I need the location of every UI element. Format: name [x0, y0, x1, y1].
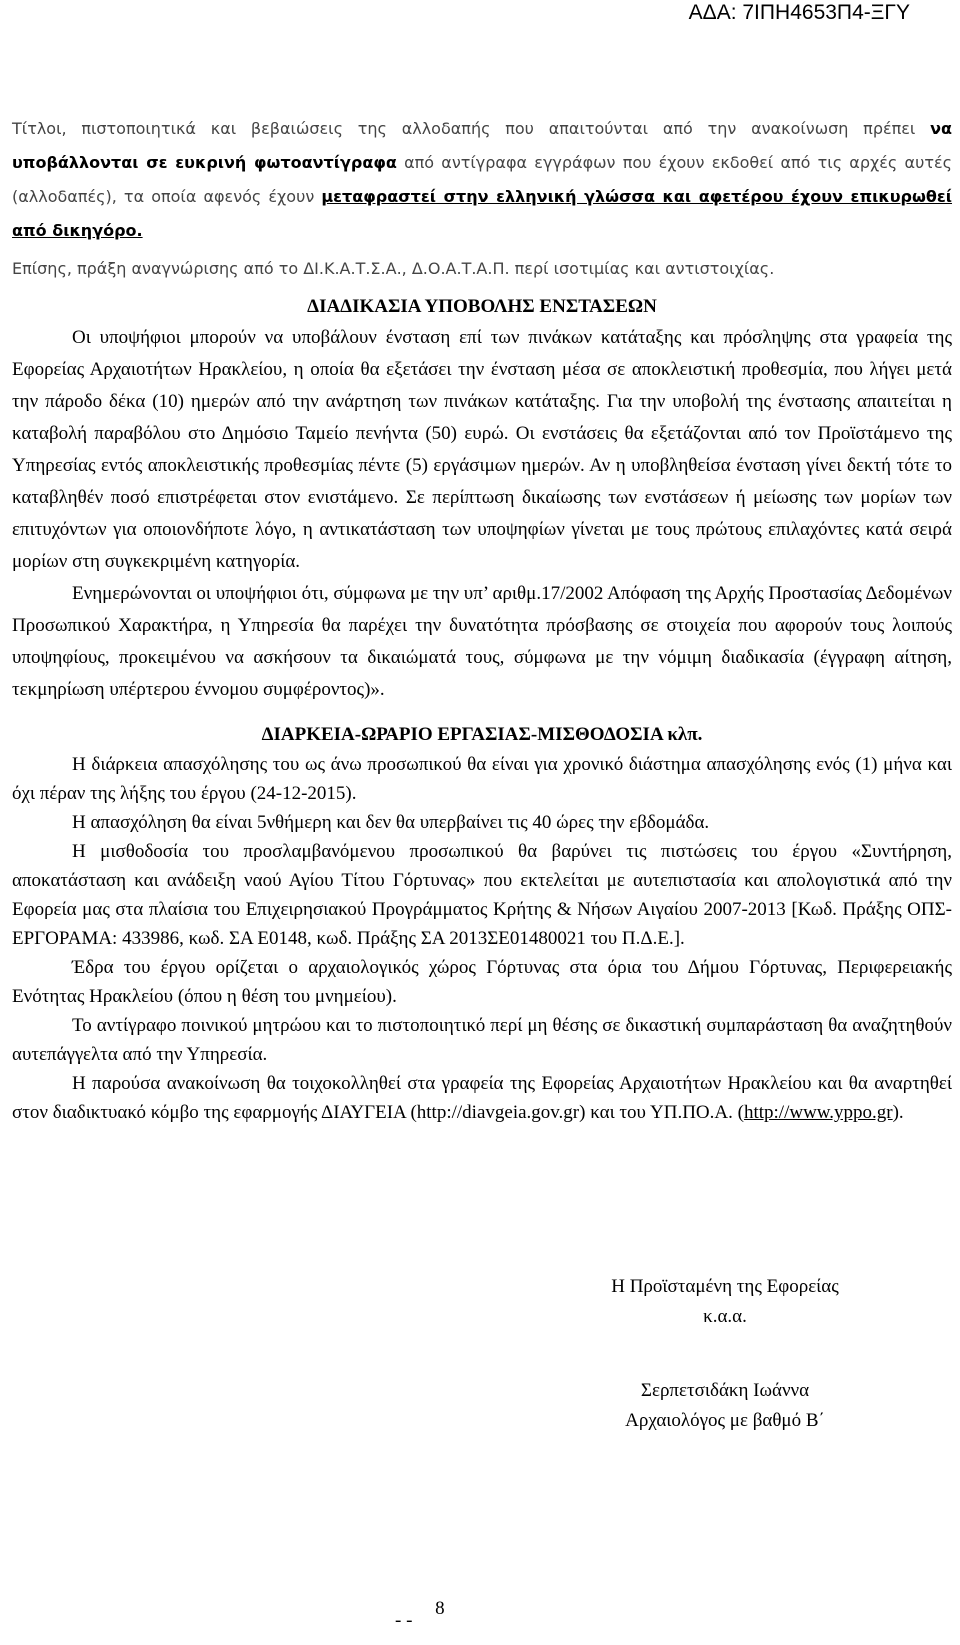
- footer-dashes: - -: [395, 1610, 413, 1631]
- ada-code: ΑΔΑ: 7ΙΠΗ4653Π4-ΞΓΥ: [688, 1, 910, 24]
- announcement-text-end: ).: [892, 1102, 904, 1123]
- intro-text-c: από αντίγραφα εγγράφων που έχουν εκδοθεί από τις αρχές αυτές (αλλοδαπές), τα οποία αφενός έχουν: [12, 153, 952, 206]
- duration-paragraph-1: Η διάρκεια απασχόλησης του ως άνω προσωπικού θα είναι για χρονικό διάστημα απασχόλησης ενός (1) μήνα και όχι πέραν της λήξης του έργου (24-12-2015).: [12, 754, 952, 804]
- intro-bold-text: να υποβάλλονται σε ευκρινή φωτοαντίγραφα: [12, 119, 952, 172]
- duration-paragraph-6: [12, 1069, 952, 1127]
- objections-section: [12, 292, 952, 706]
- duration-paragraph-2: Η απασχόληση θα είναι 5νθήμερη και δεν θα υπερβαίνει τις 40 ώρες την εβδομάδα.: [72, 812, 710, 833]
- document-body: [12, 112, 952, 1127]
- objections-heading: ΔΙΑΔΙΚΑΣΙΑ ΥΠΟΒΟΛΗΣ ΕΝΣΤΑΣΕΩΝ: [307, 296, 657, 317]
- duration-heading: ΔΙΑΡΚΕΙΑ-ΩΡΑΡΙΟ ΕΡΓΑΣΙΑΣ-ΜΙΣΘΟΔΟΣΙΑ κλπ.: [261, 724, 703, 745]
- duration-paragraph-4: Έδρα του έργου ορίζεται ο αρχαιολογικός χώρος Γόρτυνας στα όρια του Δήμου Γόρτυνας, Περιφερειακής Ενότητας Ηρακλείου (όπου η θέση του μνημείου).: [12, 957, 952, 1007]
- objections-paragraph-2: Ενημερώνονται οι υποψήφιοι ότι, σύμφωνα με την υπ’ αριθμ.17/2002 Απόφαση της Αρχής Προστασίας Δεδομένων Προσωπικού Χαρακτήρα, η Υπηρεσία θα παρέχει την δυνατότητα πρόσβασης σε στοιχεία που αφορούν τους λοιπούς υποψηφίους, προκειμένου να ασκήσουν τα δικαιώματά τους, σύμφωνα με την νόμιμη διαδικασία (έγγραφη αίτηση, τεκμηρίωση υπέρτερου έννομου συμφέροντος)».: [12, 583, 952, 700]
- signature-name: Σερπετσιδάκη Ιωάννα: [640, 1380, 810, 1401]
- intro-paragraph-1: [12, 112, 952, 248]
- duration-section: [12, 720, 952, 1127]
- intro-text-a: Τίτλοι, πιστοποιητικά και βεβαιώσεις της αλλοδαπής που απαιτούνται από την ανακοίνωση πρέπει: [12, 119, 931, 138]
- intro-underlined-text: μεταφραστεί στην ελληνική γλώσσα και αφετέρου έχουν επικυρωθεί από δικηγόρο.: [12, 187, 953, 240]
- duration-paragraph-3: Η μισθοδοσία του προσλαμβανόμενου προσωπικού θα βαρύνει τις πιστώσεις του έργου «Συντήρηση, αποκατάσταση και ανάδειξη ναού Αγίου Τίτου Γόρτυνας» που εκτελείται με αυτεπιστασία και απολογιστικά από την Εφορεία μας στα πλαίσια του Επιχειρησιακού Προγράμματος Κρήτης & Νήσων Αιγαίου 2007-2013 [Κωδ. Πράξης ΟΠΣ-ΕΡΓΟΡΑΜΑ: 433986, κωδ. ΣΑ Ε0148, κωδ. Πράξης ΣΑ 2013ΣΕ01480021 του Π.Δ.Ε.].: [12, 841, 952, 949]
- foreign-documents-section: [12, 112, 952, 286]
- duration-paragraph-5: Το αντίγραφο ποινικού μητρώου και το πιστοποιητικό περί μη θέσης σε δικαστική συμπαράσταση θα αναζητηθούν αυτεπάγγελτα από την Υπηρεσία.: [12, 1015, 952, 1065]
- signature-role: Αρχαιολόγος με βαθμό Β΄: [625, 1410, 825, 1431]
- announcement-text: Η παρούσα ανακοίνωση θα τοιχοκολληθεί στα γραφεία της Εφορείας Αρχαιοτήτων Ηρακλείου και θα αναρτηθεί στον διαδικτυακό κόμβο της εφαρμογής ΔΙΑΥΓΕΙΑ (http://diavgeia.gov.gr) και του ΥΠ.ΠΟ.Α. (: [12, 1073, 952, 1123]
- page-number: 8: [435, 1598, 445, 1619]
- yppo-link[interactable]: http://www.yppo.gr: [743, 1102, 893, 1123]
- signature-title: Η Προϊσταμένη της Εφορείας: [611, 1276, 839, 1297]
- intro-paragraph-2: Επίσης, πράξη αναγνώρισης από το ΔΙ.Κ.Α.Τ.Σ.Α., Δ.Ο.Α.Τ.Α.Π. περί ισοτιμίας και αντιστοιχίας.: [12, 259, 775, 278]
- page-footer: [395, 1598, 445, 1632]
- objections-paragraph-1: Οι υποψήφιοι μπορούν να υποβάλουν ένσταση επί των πινάκων κατάταξης και πρόσληψης στα γραφεία της Εφορείας Αρχαιοτήτων Ηρακλείου, η οποία θα εξετάσει την ένσταση μέσα σε αποκλειστική προθεσμία, που λήγει μετά την πάροδο δέκα (10) ημερών από την ανάρτηση των πινάκων κατάταξης. Για την υποβολή της ένστασης απαιτείται η καταβολή παραβόλου στο Δημόσιο Ταμείο πενήντα (50) ευρώ. Οι ενστάσεις θα εξετάζονται από τον Προϊστάμενο της Υπηρεσίας εντός αποκλειστικής προθεσμίας πέντε (5) εργάσιμων ημερών. Αν η υποβληθείσα ένσταση γίνει δεκτή τότε το καταβληθέν ποσό επιστρέφεται στον ενιστάμενο. Σε περίπτωση δικαίωσης των ενστάσεων ή μείωσης των μορίων των επιτυχόντων για οποιονδήποτε λόγο, η αντικατάσταση των υποψηφίων γίνεται με τους πρώτους επιλαχόντες κατά σειρά μορίων στη συγκεκριμένη κατηγορία.: [12, 327, 952, 572]
- signature-kaa: κ.α.α.: [703, 1306, 747, 1327]
